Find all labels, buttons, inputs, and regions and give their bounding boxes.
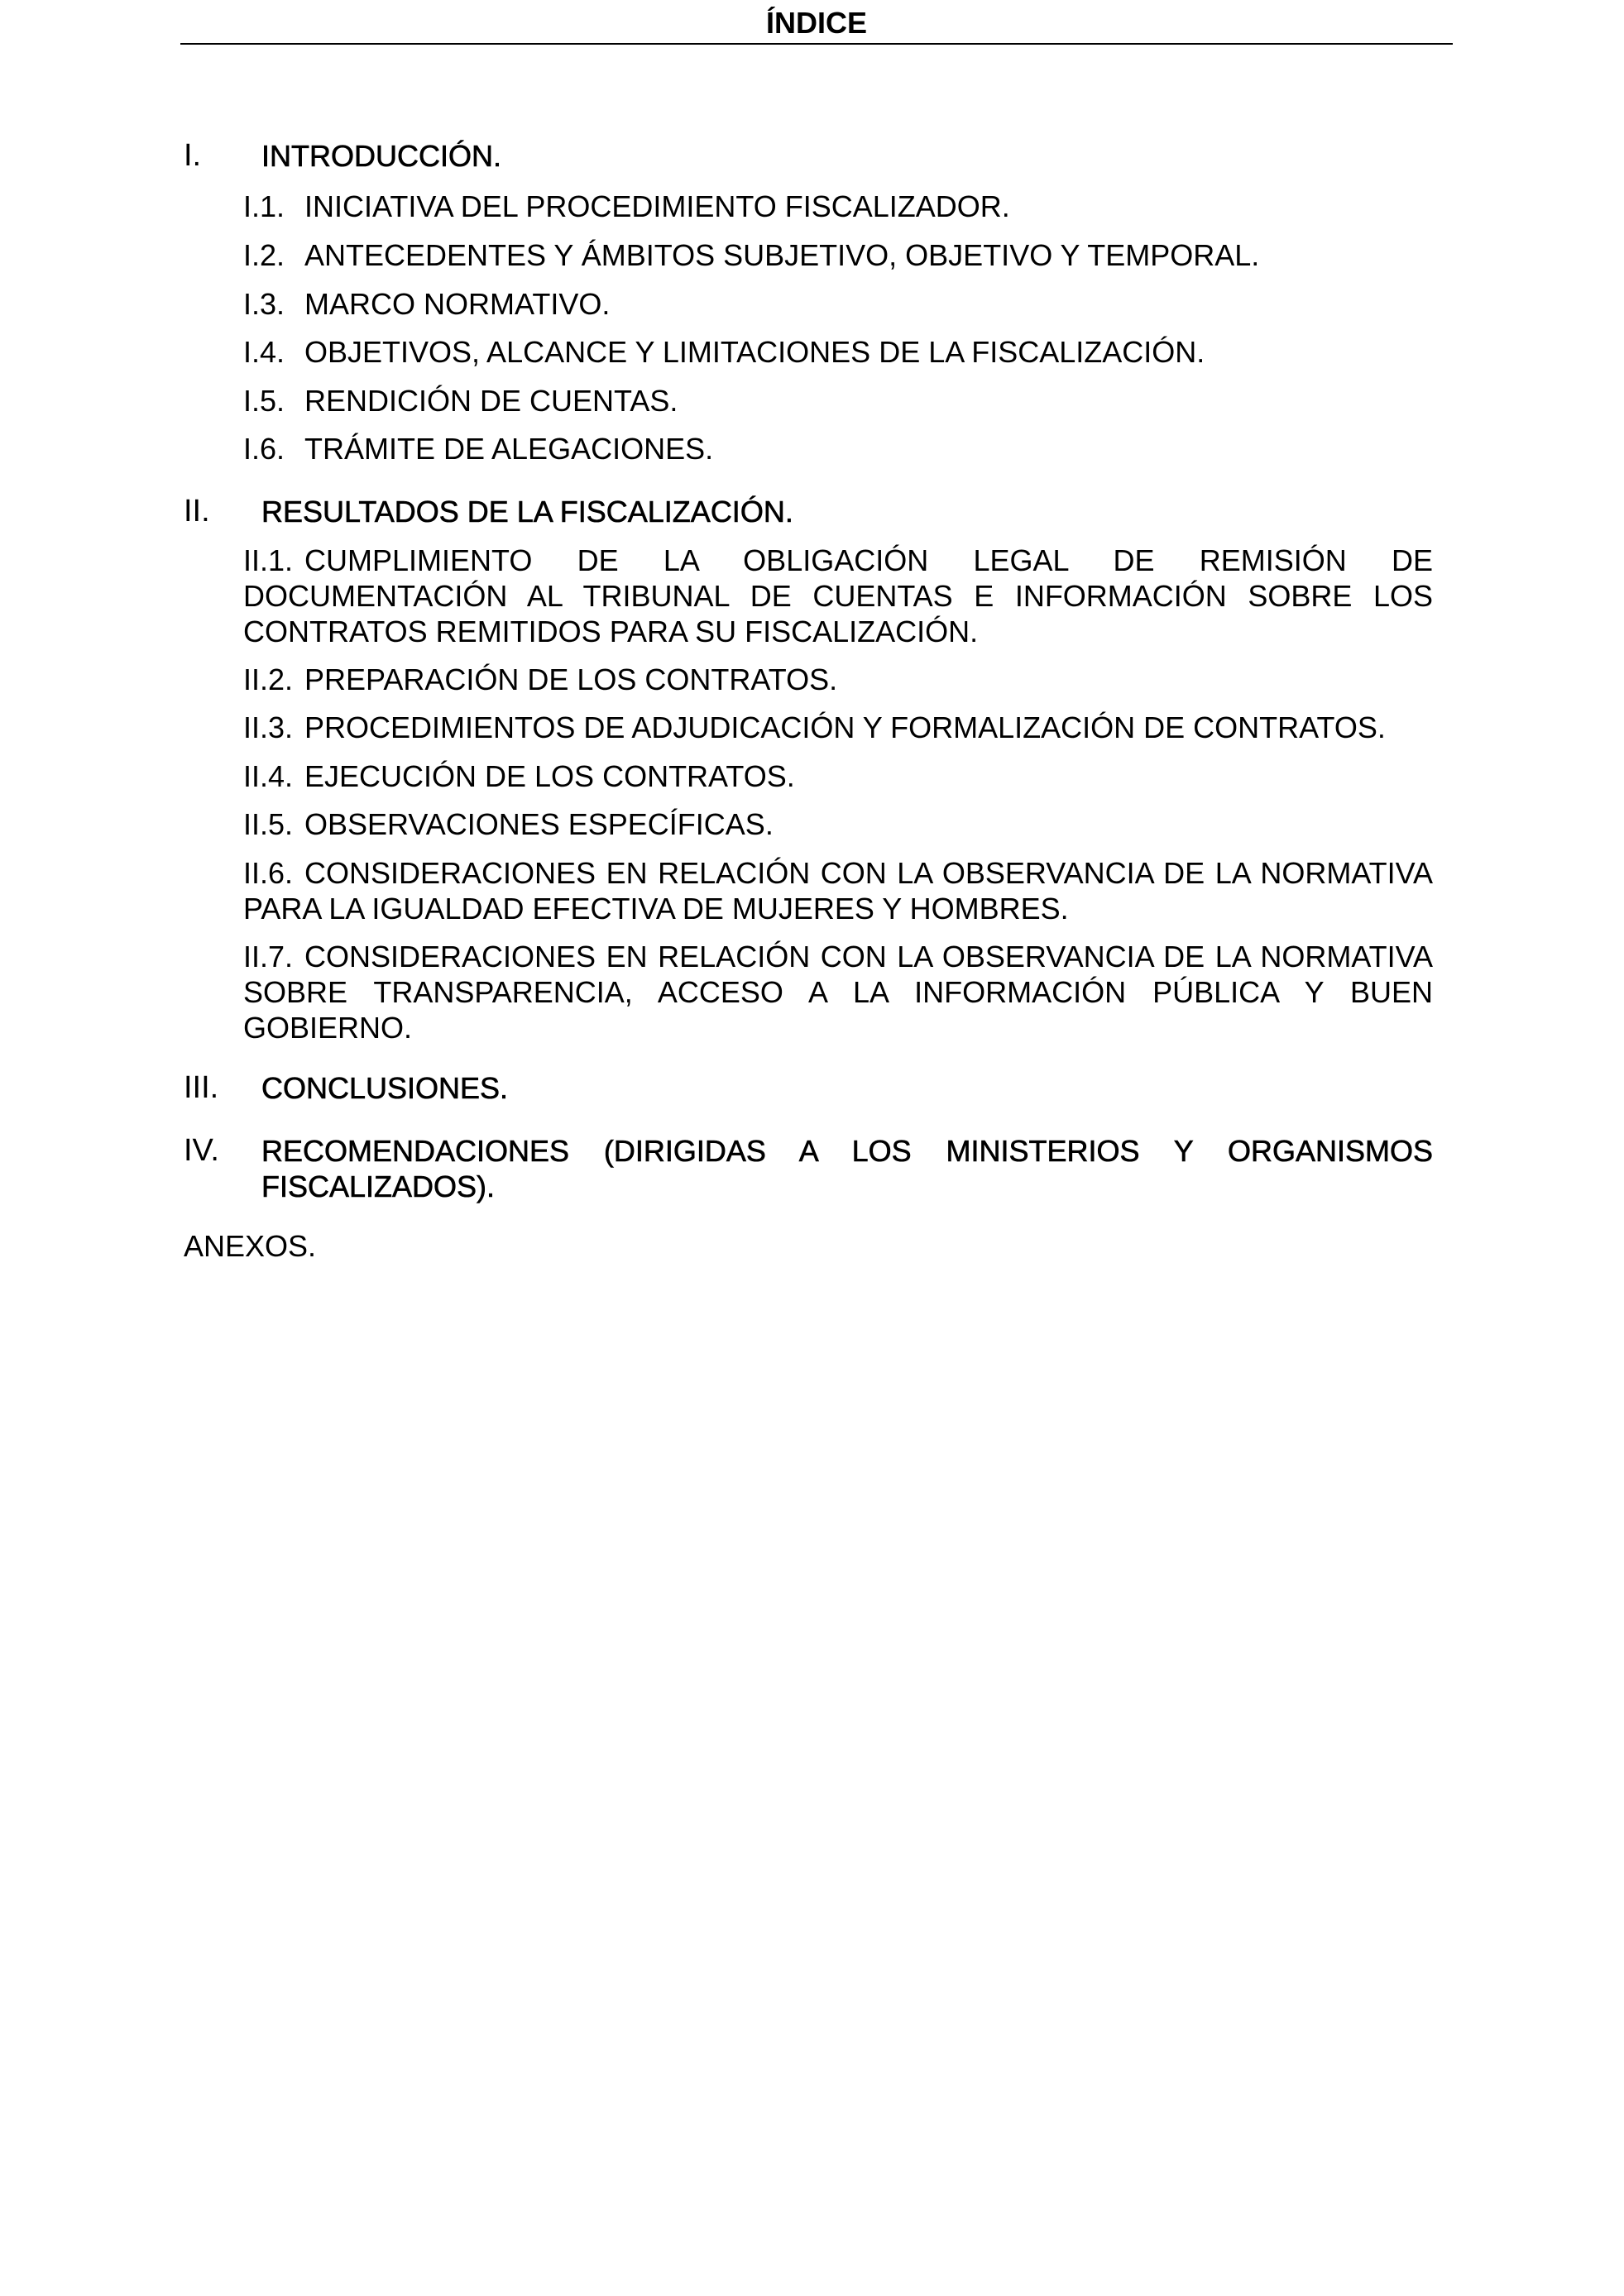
entry-text: MARCO NORMATIVO. [304, 287, 611, 321]
entry-number: II.5. [243, 807, 294, 841]
section-number: III. [184, 1070, 219, 1105]
toc-entry[interactable] [243, 286, 610, 322]
entry-text: RENDICIÓN DE CUENTAS. [304, 384, 678, 418]
entry-text: CUMPLIMIENTO DE LA OBLIGACIÓN LEGAL DE REMISIÓN DE DOCUMENTACIÓN AL TRIBUNAL DE CUENTAS E INFORMACIÓN SOBRE LOS CONTRATOS REMITIDOS PARA SU FISCALIZACIÓN. [243, 543, 1433, 648]
entry-text: CONSIDERACIONES EN RELACIÓN CON LA OBSERVANCIA DE LA NORMATIVA SOBRE TRANSPARENCIA, ACCESO A LA INFORMACIÓN PÚBLICA Y BUEN GOBIERNO. [243, 940, 1433, 1045]
toc-entry[interactable] [243, 543, 1433, 649]
entry-text: PROCEDIMIENTOS DE ADJUDICACIÓN Y FORMALIZACIÓN DE CONTRATOS. [304, 710, 1386, 744]
entry-number: I.5. [243, 384, 285, 418]
toc-entry[interactable] [243, 855, 1433, 926]
section-number: IV. [184, 1133, 219, 1168]
annexes-entry[interactable]: ANEXOS. [184, 1229, 317, 1263]
entry-text: TRÁMITE DE ALEGACIONES. [304, 432, 714, 466]
entry-text: EJECUCIÓN DE LOS CONTRATOS. [304, 759, 795, 793]
page-header [180, 0, 1453, 45]
toc-entry[interactable] [243, 806, 774, 842]
toc-entry[interactable] [243, 662, 837, 697]
entry-number: II.4. [243, 759, 294, 793]
section-number: I. [184, 138, 202, 173]
toc-entry[interactable] [243, 758, 795, 794]
toc-entry[interactable] [243, 383, 678, 419]
section-title-resultados[interactable]: RESULTADOS DE LA FISCALIZACIÓN. [261, 495, 793, 529]
entry-number: I.6. [243, 432, 285, 466]
entry-text: PREPARACIÓN DE LOS CONTRATOS. [304, 662, 838, 696]
entry-number: II.2. [243, 662, 294, 696]
toc-entry[interactable] [243, 710, 1386, 745]
section-number: II. [184, 494, 210, 529]
entry-text: ANTECEDENTES Y ÁMBITOS SUBJETIVO, OBJETIVO Y TEMPORAL. [304, 238, 1260, 272]
entry-number: II.3. [243, 710, 294, 744]
entry-text: OBJETIVOS, ALCANCE Y LIMITACIONES DE LA FISCALIZACIÓN. [304, 335, 1205, 369]
entry-number: II.7. [243, 940, 294, 973]
toc-entry[interactable] [243, 431, 713, 466]
section-title-introduccion[interactable]: INTRODUCCIÓN. [261, 139, 501, 173]
entry-number: I.4. [243, 335, 285, 369]
entry-number: II.1. [243, 543, 294, 577]
entry-text: OBSERVACIONES ESPECÍFICAS. [304, 807, 774, 841]
toc-entry[interactable] [243, 939, 1433, 1045]
entry-number: I.2. [243, 238, 285, 272]
entry-text: CONSIDERACIONES EN RELACIÓN CON LA OBSERVANCIA DE LA NORMATIVA PARA LA IGUALDAD EFECTIVA DE MUJERES Y HOMBRES. [243, 856, 1433, 926]
entry-number: I.1. [243, 189, 285, 223]
toc-entry[interactable] [243, 334, 1205, 370]
entry-text: INICIATIVA DEL PROCEDIMIENTO FISCALIZADOR. [304, 189, 1010, 223]
toc-entry[interactable] [243, 189, 1010, 224]
entry-number: I.3. [243, 287, 285, 321]
toc-entry[interactable] [243, 237, 1259, 273]
section-title-recomendaciones[interactable]: RECOMENDACIONES (DIRIGIDAS A LOS MINISTERIOS Y ORGANISMOS FISCALIZADOS). [261, 1134, 1433, 1203]
page-title: ÍNDICE [765, 6, 867, 40]
entry-number: II.6. [243, 856, 294, 890]
section-title-conclusiones[interactable]: CONCLUSIONES. [261, 1071, 509, 1105]
